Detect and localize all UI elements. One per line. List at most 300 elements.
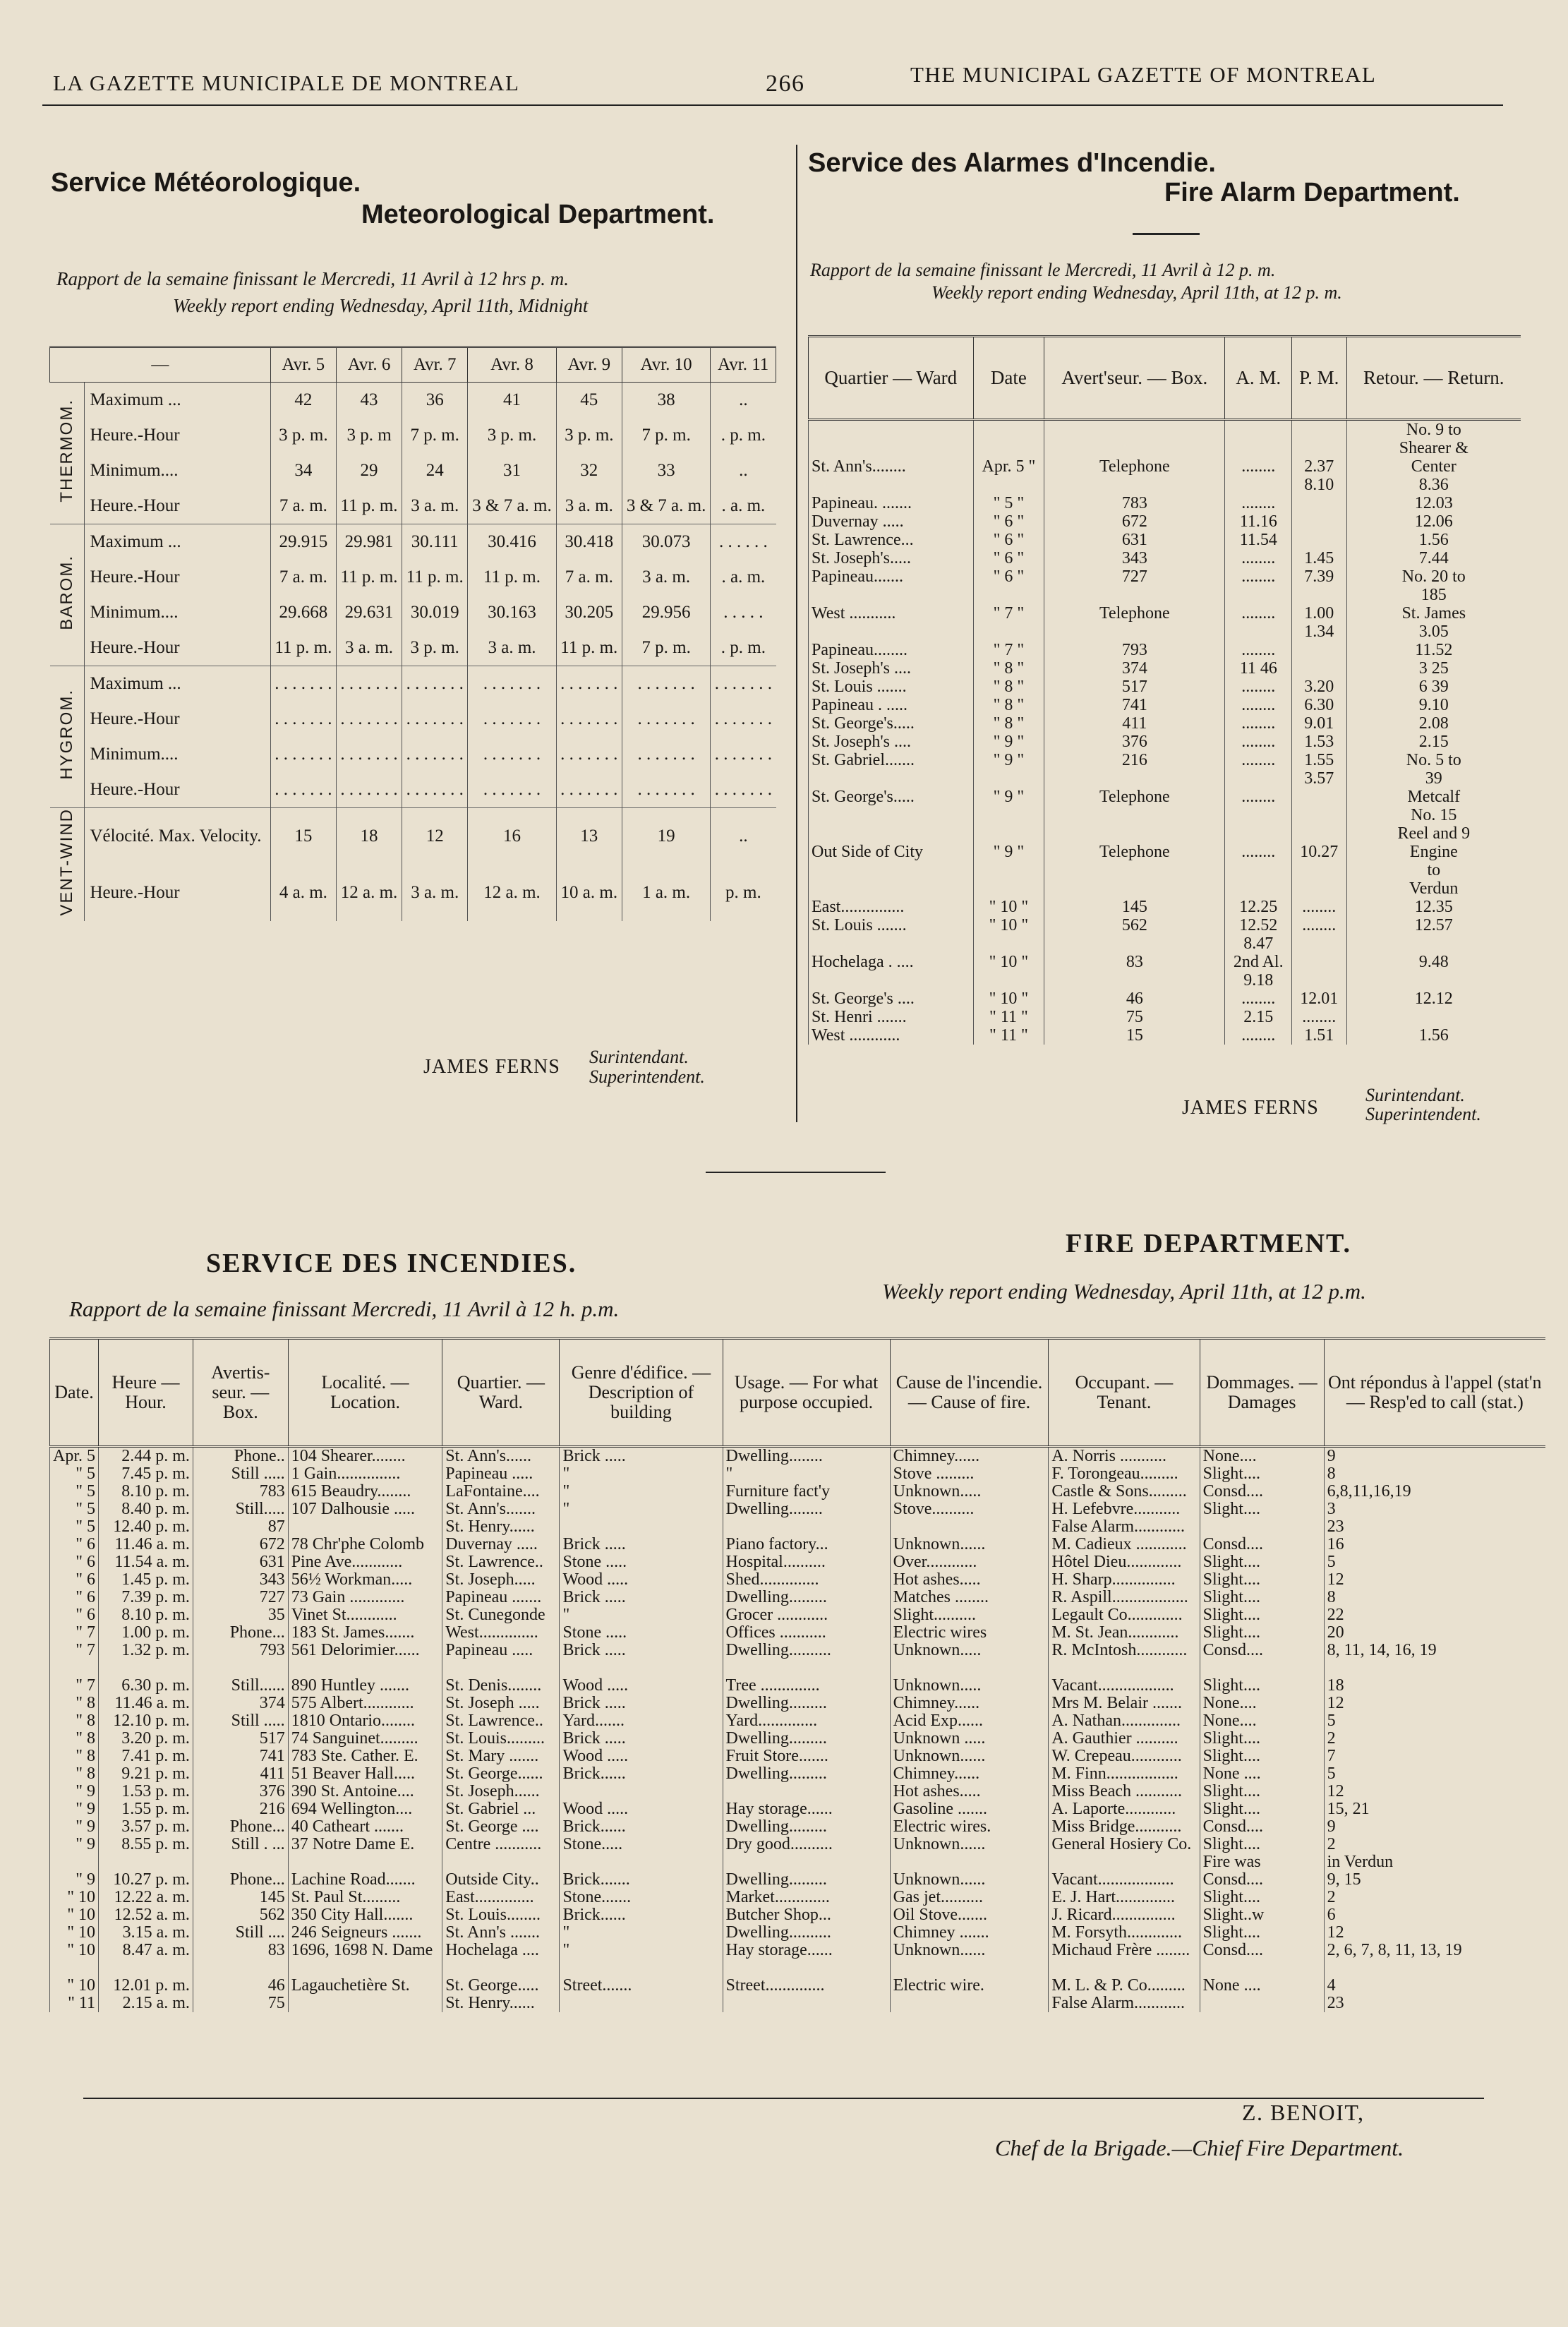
alarm-cell: No. 15 bbox=[1346, 806, 1521, 824]
meteo-row bbox=[50, 595, 776, 630]
meteo-group-name: THERMOM. bbox=[56, 399, 76, 503]
fire-cell: 694 Wellington.... bbox=[288, 1800, 442, 1818]
fire-col-header: Dommages. — Damages bbox=[1200, 1339, 1324, 1447]
alarm-cell: 9.10 bbox=[1346, 696, 1521, 714]
fire-cell: 8, 11, 14, 16, 19 bbox=[1324, 1642, 1545, 1659]
alarm-cell: 145 bbox=[1044, 898, 1225, 916]
fire-cell: Dry good.......... bbox=[723, 1836, 890, 1853]
fire-cell: 22 bbox=[1324, 1606, 1545, 1624]
fire-cell: 40 Catheart ....... bbox=[288, 1818, 442, 1836]
fire-cell: A. Laporte............ bbox=[1049, 1800, 1200, 1818]
meteo-sig-fr: Surintendant. bbox=[589, 1047, 689, 1067]
fire-cell: M. Forsyth............. bbox=[1049, 1924, 1200, 1942]
fire-cell bbox=[560, 1995, 723, 2012]
meteo-cell: 29.915 bbox=[270, 524, 336, 560]
meteo-cell: 30.111 bbox=[402, 524, 468, 560]
fire-cell: " 8 bbox=[50, 1765, 99, 1783]
fire-cell: 11.54 a. m. bbox=[99, 1553, 193, 1571]
meteo-cell: 43 bbox=[336, 383, 402, 419]
fire-cell: " 7 bbox=[50, 1677, 99, 1695]
fire-cell: Mrs M. Belair ....... bbox=[1049, 1695, 1200, 1712]
fire-col-header: Ont répondus à l'appel (stat'n — Resp'ed to call (stat.) bbox=[1324, 1339, 1545, 1447]
alarm-cell: " 10 " bbox=[973, 990, 1044, 1008]
fire-cell: Gas jet.......... bbox=[890, 1889, 1049, 1906]
meteo-cell: . . . . . . . bbox=[556, 772, 622, 808]
fire-cell: Vinet St............ bbox=[288, 1606, 442, 1624]
fire-cell bbox=[193, 1853, 288, 1871]
fire-cell: Brick...... bbox=[560, 1906, 723, 1924]
alarm-col-header: P. M. bbox=[1292, 337, 1346, 420]
alarm-cell: 1.53 bbox=[1292, 733, 1346, 751]
alarm-cell: 12.52 bbox=[1225, 916, 1292, 934]
meteo-cell: . . . . . . . bbox=[622, 737, 710, 772]
fire-cell: Pine Ave............ bbox=[288, 1553, 442, 1571]
meteo-cell: .. bbox=[711, 808, 776, 865]
fire-cell: 1.32 p. m. bbox=[99, 1642, 193, 1659]
alarm-cell: 1.45 bbox=[1292, 549, 1346, 567]
alarm-col-header: Quartier — Ward bbox=[809, 337, 974, 420]
meteo-cell: . . . . . . . bbox=[468, 702, 556, 737]
meteo-row-label: Heure.-Hour bbox=[84, 630, 270, 666]
fire-cell: " 8 bbox=[50, 1695, 99, 1712]
fire-cell: Consd.... bbox=[1200, 1871, 1324, 1889]
fire-cell: Hay storage...... bbox=[723, 1942, 890, 1959]
meteo-cell: . . . . . . . bbox=[336, 666, 402, 702]
alarm-cell: St. Gabriel....... bbox=[809, 751, 974, 769]
meteo-cell: 12 a. m. bbox=[468, 865, 556, 921]
fire-cell: 1 Gain............... bbox=[288, 1465, 442, 1483]
fire-cell: " bbox=[560, 1483, 723, 1501]
meteo-cell: 11 p. m. bbox=[468, 560, 556, 595]
meteo-cell: . p. m. bbox=[711, 418, 776, 453]
meteo-cell: 3 p. m. bbox=[468, 418, 556, 453]
meteo-cell: . p. m. bbox=[711, 630, 776, 666]
fire-cell bbox=[99, 1853, 193, 1871]
fire-cell: 350 City Hall....... bbox=[288, 1906, 442, 1924]
meteo-group-name: VENT-WIND bbox=[56, 808, 76, 916]
alarm-cell: ........ bbox=[1225, 1026, 1292, 1045]
fire-cell: False Alarm............ bbox=[1049, 1995, 1200, 2012]
alarm-row bbox=[809, 531, 1521, 549]
fire-cell: Fruit Store....... bbox=[723, 1748, 890, 1765]
alarm-row bbox=[809, 990, 1521, 1008]
fire-col-header: Cause de l'incendie. — Cause of fire. bbox=[890, 1339, 1049, 1447]
fire-cell bbox=[723, 1995, 890, 2012]
alarm-cell bbox=[1225, 439, 1292, 457]
alarm-cell bbox=[809, 861, 974, 879]
meteo-cell: . . . . . . . bbox=[468, 737, 556, 772]
fire-row bbox=[50, 1677, 1546, 1695]
alarm-cell: ........ bbox=[1225, 696, 1292, 714]
meteo-row bbox=[50, 865, 776, 921]
fire-cell: 2, 6, 7, 8, 11, 13, 19 bbox=[1324, 1942, 1545, 1959]
fire-cell: Grocer ............ bbox=[723, 1606, 890, 1624]
fire-cell: Chimney...... bbox=[890, 1447, 1049, 1466]
alarm-cell: 741 bbox=[1044, 696, 1225, 714]
meteo-cell: . . . . . . . bbox=[270, 702, 336, 737]
alarm-cell: " 6 " bbox=[973, 567, 1044, 586]
fire-cell: 561 Delorimier...... bbox=[288, 1642, 442, 1659]
fire-cell: Electric wires bbox=[890, 1624, 1049, 1642]
fire-cell: St. Lawrence.. bbox=[442, 1553, 560, 1571]
meteo-cell: . . . . . . . bbox=[622, 666, 710, 702]
alarm-cell: 11.54 bbox=[1225, 531, 1292, 549]
header-rule bbox=[42, 104, 1503, 106]
meteo-cell: . . . . . . . bbox=[622, 772, 710, 808]
alarm-cell bbox=[1292, 659, 1346, 678]
fire-title-fr: SERVICE DES INCENDIES. bbox=[206, 1249, 577, 1278]
fire-bottom-rule bbox=[83, 2098, 1484, 2099]
alarm-row bbox=[809, 843, 1521, 861]
fire-cell: 562 bbox=[193, 1906, 288, 1924]
fire-row bbox=[50, 1483, 1546, 1501]
fire-row bbox=[50, 1465, 1546, 1483]
alarm-cell bbox=[1044, 824, 1225, 843]
fire-row bbox=[50, 1995, 1546, 2012]
alarm-cell: 517 bbox=[1044, 678, 1225, 696]
alarm-row bbox=[809, 879, 1521, 898]
fire-cell: 9 bbox=[1324, 1447, 1545, 1466]
fire-cell: 2.15 a. m. bbox=[99, 1995, 193, 2012]
fire-row bbox=[50, 1536, 1546, 1553]
fire-cell: 2 bbox=[1324, 1889, 1545, 1906]
alarm-cell bbox=[809, 769, 974, 788]
alarm-cell: St. Joseph's..... bbox=[809, 549, 974, 567]
fire-cell: 74 Sanguinet......... bbox=[288, 1730, 442, 1748]
fire-cell: 12 bbox=[1324, 1571, 1545, 1589]
alarm-cell: ........ bbox=[1292, 916, 1346, 934]
fire-sig-title: Chef de la Brigade.—Chief Fire Department. bbox=[995, 2135, 1404, 2160]
meteo-group-label bbox=[50, 808, 85, 921]
alarm-cell: " 6 " bbox=[973, 531, 1044, 549]
meteo-cell: 3 p. m. bbox=[270, 418, 336, 453]
fire-cell: " 5 bbox=[50, 1483, 99, 1501]
fire-cell: 9.21 p. m. bbox=[99, 1765, 193, 1783]
alarm-title-en: Fire Alarm Department. bbox=[1164, 178, 1460, 208]
alarm-cell: " 8 " bbox=[973, 696, 1044, 714]
fire-cell: M. St. Jean............ bbox=[1049, 1624, 1200, 1642]
alarm-cell: 11 46 bbox=[1225, 659, 1292, 678]
fire-cell: Lagauchetière St. bbox=[288, 1977, 442, 1995]
alarm-cell: " 10 " bbox=[973, 916, 1044, 934]
fire-col-header: Usage. — For what purpose occupied. bbox=[723, 1339, 890, 1447]
alarm-row bbox=[809, 1026, 1521, 1045]
fire-cell: Butcher Shop... bbox=[723, 1906, 890, 1924]
alarm-cell: 12.57 bbox=[1346, 916, 1521, 934]
meteo-cell: 31 bbox=[468, 453, 556, 488]
meteo-cell: . . . . . . . bbox=[402, 702, 468, 737]
meteo-row bbox=[50, 383, 776, 419]
fire-cell: 145 bbox=[193, 1889, 288, 1906]
alarm-cell: 727 bbox=[1044, 567, 1225, 586]
fire-cell: Brick...... bbox=[560, 1818, 723, 1836]
fire-cell: Still ..... bbox=[193, 1712, 288, 1730]
fire-cell: Consd.... bbox=[1200, 1642, 1324, 1659]
fire-cell: 3 bbox=[1324, 1501, 1545, 1518]
alarm-cell: 185 bbox=[1346, 586, 1521, 604]
fire-row bbox=[50, 1765, 1546, 1783]
alarm-cell bbox=[1225, 623, 1292, 641]
fire-row bbox=[50, 1501, 1546, 1518]
fire-row bbox=[50, 1730, 1546, 1748]
fire-cell bbox=[890, 1995, 1049, 2012]
fire-row bbox=[50, 1924, 1546, 1942]
fire-cell bbox=[1049, 1853, 1200, 1871]
fire-cell: J. Ricard............... bbox=[1049, 1906, 1200, 1924]
alarm-cell bbox=[809, 879, 974, 898]
alarm-cell: 1.00 bbox=[1292, 604, 1346, 623]
meteo-row-label: Heure.-Hour bbox=[84, 560, 270, 595]
fire-cell: Oil Stove....... bbox=[890, 1906, 1049, 1924]
fire-cell: 87 bbox=[193, 1518, 288, 1536]
alarm-row bbox=[809, 659, 1521, 678]
meteo-row bbox=[50, 808, 776, 865]
meteo-group-name: BAROM. bbox=[56, 555, 76, 630]
meteo-cell: 18 bbox=[336, 808, 402, 865]
fire-cell bbox=[723, 1518, 890, 1536]
meteo-col-header: Avr. 8 bbox=[468, 347, 556, 383]
fire-cell: St. George .... bbox=[442, 1818, 560, 1836]
alarm-row bbox=[809, 567, 1521, 586]
meteo-cell: 3 a. m. bbox=[402, 865, 468, 921]
meteo-cell: 10 a. m. bbox=[556, 865, 622, 921]
fire-cell: " 7 bbox=[50, 1624, 99, 1642]
fire-col-header: Occupant. — Tenant. bbox=[1049, 1339, 1200, 1447]
fire-cell: Over............ bbox=[890, 1553, 1049, 1571]
alarm-cell bbox=[1044, 586, 1225, 604]
fire-cell: Still...... bbox=[193, 1677, 288, 1695]
fire-cell bbox=[560, 1959, 723, 1977]
meteo-cell: 29.668 bbox=[270, 595, 336, 630]
alarm-cell bbox=[973, 971, 1044, 990]
alarm-report-fr: Rapport de la semaine finissant le Mercredi, 11 Avril à 12 p. m. bbox=[810, 260, 1276, 280]
alarm-row bbox=[809, 861, 1521, 879]
fire-cell: Stone ..... bbox=[560, 1624, 723, 1642]
fire-cell: General Hosiery Co. bbox=[1049, 1836, 1200, 1853]
alarm-cell bbox=[1346, 971, 1521, 990]
alarm-cell: 83 bbox=[1044, 953, 1225, 971]
fire-header-row bbox=[50, 1339, 1546, 1447]
meteo-cell: 33 bbox=[622, 453, 710, 488]
fire-cell: 6,8,11,16,19 bbox=[1324, 1483, 1545, 1501]
meteo-cell: 3 a. m. bbox=[336, 630, 402, 666]
meteo-cell: 7 p. m. bbox=[402, 418, 468, 453]
fire-cell: 8.47 a. m. bbox=[99, 1942, 193, 1959]
fire-cell bbox=[288, 1518, 442, 1536]
fire-cell: Unknown...... bbox=[890, 1536, 1049, 1553]
fire-cell: F. Torongeau......... bbox=[1049, 1465, 1200, 1483]
fire-cell: St. Joseph...... bbox=[442, 1783, 560, 1800]
alarm-cell: 7.44 bbox=[1346, 549, 1521, 567]
fire-cell bbox=[442, 1959, 560, 1977]
alarm-cell: St. George's..... bbox=[809, 714, 974, 733]
meteo-row-label: Minimum.... bbox=[84, 595, 270, 630]
fire-cell: Hot ashes..... bbox=[890, 1783, 1049, 1800]
fire-cell: " bbox=[560, 1465, 723, 1483]
fire-cell: M. Finn................. bbox=[1049, 1765, 1200, 1783]
alarm-row bbox=[809, 788, 1521, 806]
alarm-cell: 6 39 bbox=[1346, 678, 1521, 696]
meteo-row bbox=[50, 737, 776, 772]
alarm-cell bbox=[973, 806, 1044, 824]
meteo-cell: . . . . . . . bbox=[402, 666, 468, 702]
fire-cell: " 9 bbox=[50, 1783, 99, 1800]
fire-cell bbox=[560, 1853, 723, 1871]
alarm-cell: 15 bbox=[1044, 1026, 1225, 1045]
fire-row bbox=[50, 1977, 1546, 1995]
meteo-cell: 42 bbox=[270, 383, 336, 419]
meteo-cell: p. m. bbox=[711, 865, 776, 921]
meteo-row-label: Minimum.... bbox=[84, 453, 270, 488]
alarm-report-en: Weekly report ending Wednesday, April 11th, at 12 p. m. bbox=[931, 282, 1342, 303]
fire-cell: St. Louis........ bbox=[442, 1906, 560, 1924]
fire-cell: Brick ..... bbox=[560, 1447, 723, 1466]
fire-cell: 107 Dalhousie ..... bbox=[288, 1501, 442, 1518]
fire-row bbox=[50, 1642, 1546, 1659]
fire-cell: " bbox=[560, 1501, 723, 1518]
fire-cell bbox=[288, 1959, 442, 1977]
fire-cell: 9 bbox=[1324, 1818, 1545, 1836]
fire-cell: Slight.... bbox=[1200, 1589, 1324, 1606]
fire-cell: Wood ..... bbox=[560, 1748, 723, 1765]
fire-cell: Unknown...... bbox=[890, 1871, 1049, 1889]
meteo-cell: 11 p. m. bbox=[270, 630, 336, 666]
alarm-row bbox=[809, 476, 1521, 494]
meteo-group-label bbox=[50, 666, 85, 808]
fire-cell: E. J. Hart.............. bbox=[1049, 1889, 1200, 1906]
fire-cell: Stone..... bbox=[560, 1836, 723, 1853]
fire-cell: 390 St. Antoine.... bbox=[288, 1783, 442, 1800]
fire-cell: " 6 bbox=[50, 1606, 99, 1624]
fire-cell: M. Cadieux ............ bbox=[1049, 1536, 1200, 1553]
fire-cell: Still . ... bbox=[193, 1836, 288, 1853]
alarm-title-rule bbox=[1133, 233, 1200, 235]
alarm-cell: Reel and 9 bbox=[1346, 824, 1521, 843]
fire-cell: Phone.. bbox=[193, 1447, 288, 1466]
fire-cell: Dwelling......... bbox=[723, 1765, 890, 1783]
fire-cell: 9, 15 bbox=[1324, 1871, 1545, 1889]
fire-cell: Phone... bbox=[193, 1871, 288, 1889]
meteo-cell: . . . . . . . bbox=[556, 702, 622, 737]
alarm-cell: 75 bbox=[1044, 1008, 1225, 1026]
fire-cell: Slight.... bbox=[1200, 1624, 1324, 1642]
meteo-cell: 41 bbox=[468, 383, 556, 419]
meteo-row bbox=[50, 524, 776, 560]
alarm-cell: 8.10 bbox=[1292, 476, 1346, 494]
fire-cell: 7.39 p. m. bbox=[99, 1589, 193, 1606]
fire-cell bbox=[1200, 1518, 1324, 1536]
fire-cell: Slight.... bbox=[1200, 1677, 1324, 1695]
meteo-cell: 3 & 7 a. m. bbox=[622, 488, 710, 524]
fire-cell: Chimney...... bbox=[890, 1765, 1049, 1783]
alarm-cell: 10.27 bbox=[1292, 843, 1346, 861]
meteo-cell: 38 bbox=[622, 383, 710, 419]
meteo-group-name: HYGROM. bbox=[56, 689, 76, 780]
fire-cell: 5 bbox=[1324, 1553, 1545, 1571]
fire-cell: None .... bbox=[1200, 1765, 1324, 1783]
fire-cell bbox=[193, 1959, 288, 1977]
meteo-cell: . . . . . . . bbox=[556, 666, 622, 702]
fire-cell: 3.15 a. m. bbox=[99, 1924, 193, 1942]
meteo-cell: . . . . . . . bbox=[336, 772, 402, 808]
fire-cell bbox=[723, 1853, 890, 1871]
fire-cell: Slight.... bbox=[1200, 1836, 1324, 1853]
fire-cell: 56½ Workman..... bbox=[288, 1571, 442, 1589]
alarm-cell: St. George's..... bbox=[809, 788, 974, 806]
fire-cell: Chimney ....... bbox=[890, 1924, 1049, 1942]
fire-cell: 376 bbox=[193, 1783, 288, 1800]
alarm-cell: ........ bbox=[1225, 843, 1292, 861]
alarm-cell: Metcalf bbox=[1346, 788, 1521, 806]
fire-col-header: Quartier. — Ward. bbox=[442, 1339, 560, 1447]
fire-cell: 4 bbox=[1324, 1977, 1545, 1995]
fire-cell bbox=[1324, 1959, 1545, 1977]
fire-cell: 12.52 a. m. bbox=[99, 1906, 193, 1924]
fire-cell: Chimney...... bbox=[890, 1695, 1049, 1712]
alarm-col-header: Retour. — Return. bbox=[1346, 337, 1521, 420]
alarm-cell bbox=[809, 971, 974, 990]
fire-cell bbox=[50, 1853, 99, 1871]
alarm-row bbox=[809, 916, 1521, 934]
meteo-report-fr: Rapport de la semaine finissant le Mercredi, 11 Avril à 12 hrs p. m. bbox=[56, 268, 569, 289]
fire-cell: 12 bbox=[1324, 1924, 1545, 1942]
fire-cell: Matches ........ bbox=[890, 1589, 1049, 1606]
alarm-cell bbox=[1044, 806, 1225, 824]
alarm-cell bbox=[809, 806, 974, 824]
fire-cell bbox=[560, 1659, 723, 1677]
meteo-cell: 1 a. m. bbox=[622, 865, 710, 921]
meteo-cell: 29 bbox=[336, 453, 402, 488]
alarm-cell: West ........... bbox=[809, 604, 974, 623]
fire-cell: 783 Ste. Cather. E. bbox=[288, 1748, 442, 1765]
meteo-cell: 11 p. m. bbox=[336, 560, 402, 595]
alarm-cell: ........ bbox=[1225, 788, 1292, 806]
fire-cell: " 9 bbox=[50, 1818, 99, 1836]
alarm-cell: ........ bbox=[1292, 1008, 1346, 1026]
meteo-cell: . . . . . bbox=[711, 595, 776, 630]
fire-cell: 6 bbox=[1324, 1906, 1545, 1924]
fire-cell: St. Louis......... bbox=[442, 1730, 560, 1748]
fire-cell: Dwelling......... bbox=[723, 1871, 890, 1889]
alarm-col-header: Avert'seur. — Box. bbox=[1044, 337, 1225, 420]
fire-cell: 8.40 p. m. bbox=[99, 1501, 193, 1518]
alarm-cell: Telephone bbox=[1044, 788, 1225, 806]
fire-cell: Acid Exp...... bbox=[890, 1712, 1049, 1730]
meteo-cell: . . . . . . . bbox=[711, 737, 776, 772]
fire-cell bbox=[723, 1959, 890, 1977]
fire-cell: Slight..w bbox=[1200, 1906, 1324, 1924]
meteo-cell: 19 bbox=[622, 808, 710, 865]
alarm-row bbox=[809, 934, 1521, 953]
meteo-cell: 29.631 bbox=[336, 595, 402, 630]
fire-cell: Unknown...... bbox=[890, 1942, 1049, 1959]
fire-cell: Miss Bridge........... bbox=[1049, 1818, 1200, 1836]
fire-row bbox=[50, 1836, 1546, 1853]
meteo-cell: . . . . . . . bbox=[402, 737, 468, 772]
fire-cell: Vacant.................. bbox=[1049, 1677, 1200, 1695]
alarm-cell: Hochelaga . .... bbox=[809, 953, 974, 971]
meteo-cell: 3 a. m. bbox=[402, 488, 468, 524]
fire-cell: Vacant.................. bbox=[1049, 1871, 1200, 1889]
alarm-cell bbox=[1225, 769, 1292, 788]
meteo-cell: . . . . . . . bbox=[622, 702, 710, 737]
alarm-cell bbox=[1292, 788, 1346, 806]
fire-cell: 783 bbox=[193, 1483, 288, 1501]
alarm-cell bbox=[1044, 623, 1225, 641]
fire-cell: Brick ..... bbox=[560, 1589, 723, 1606]
meteo-cell: 4 a. m. bbox=[270, 865, 336, 921]
fire-cell bbox=[560, 1518, 723, 1536]
